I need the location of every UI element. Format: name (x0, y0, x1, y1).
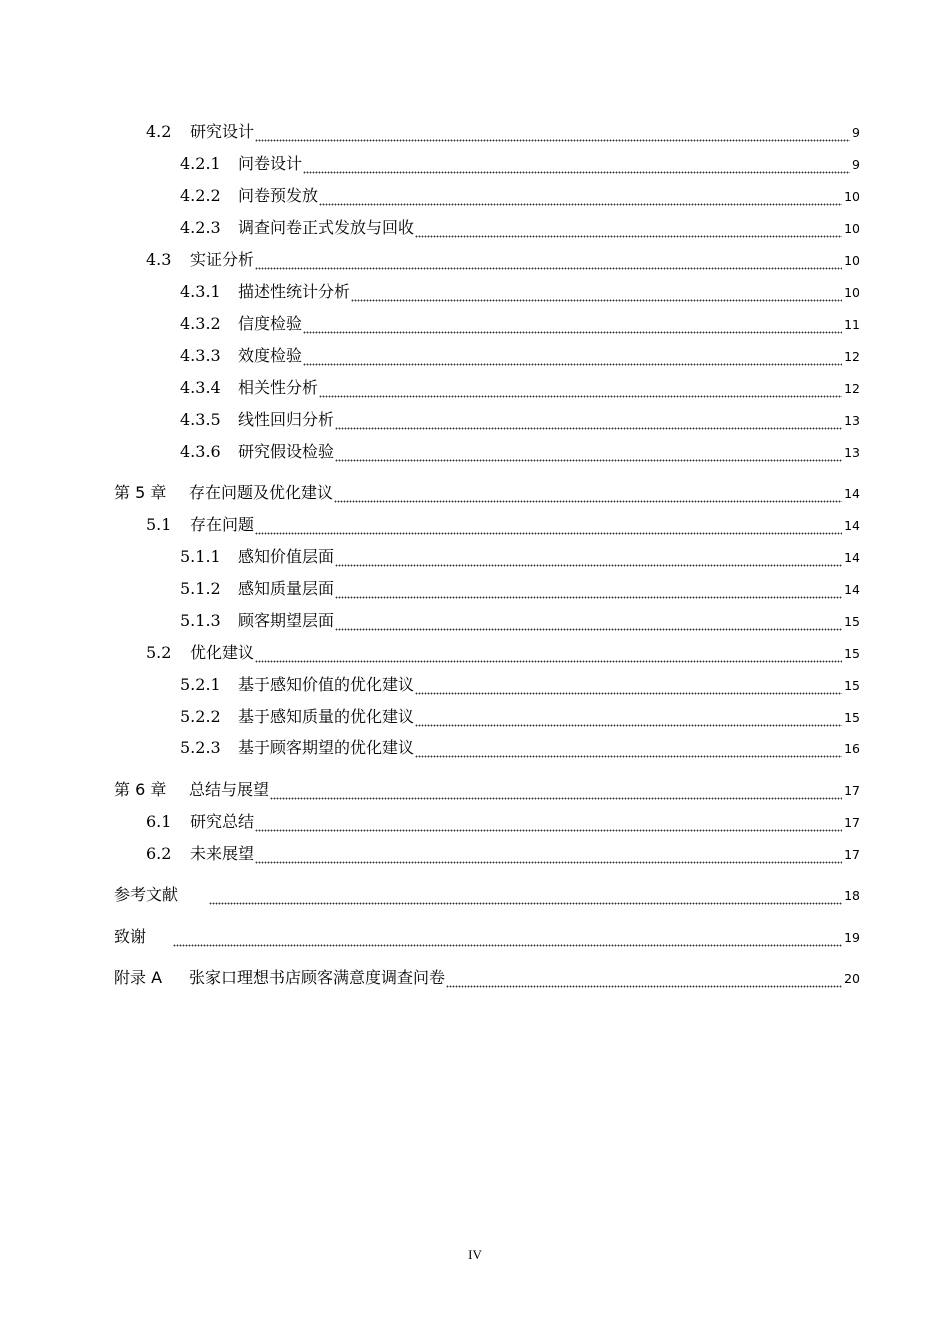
toc-dot-leader (415, 738, 842, 758)
toc-entry-title: 描述性统计分析 (238, 282, 351, 301)
toc-entry-4-3-2[interactable] (180, 310, 860, 334)
toc-entry-title: 存在问题及优化建议 (189, 483, 334, 502)
toc-entry-4-3-1[interactable] (180, 278, 860, 302)
toc-entry-title: 总结与展望 (189, 780, 270, 799)
toc-dot-leader (351, 282, 842, 302)
toc-entry-page: 14 (844, 582, 860, 597)
toc-entry-6-1[interactable] (146, 808, 860, 832)
toc-entry-number: 5.1 (146, 515, 172, 534)
toc-entry-title: 感知价值层面 (238, 547, 335, 566)
toc-entry-page: 12 (844, 349, 860, 364)
toc-entry-title: 问卷设计 (238, 154, 303, 173)
toc-entry-4-3[interactable] (146, 246, 860, 270)
toc-entry-number: 4.2.3 (180, 218, 221, 237)
toc-dot-leader (209, 885, 842, 905)
toc-entry-page: 15 (844, 646, 860, 661)
toc-entry-title: 效度检验 (238, 346, 303, 365)
toc-entry-6-2[interactable] (146, 840, 860, 864)
toc-dot-leader (303, 154, 850, 174)
toc-entry-4-2-1[interactable] (180, 150, 860, 174)
toc-entry-page: 17 (844, 783, 860, 798)
toc-entry-title: 研究总结 (190, 812, 255, 831)
toc-dot-leader (319, 186, 842, 206)
toc-entry-page: 9 (852, 157, 860, 172)
toc-entry-acknowledgements[interactable] (114, 923, 860, 947)
page-number: IV (468, 1247, 482, 1262)
toc-entry-number: 4.3.1 (180, 282, 221, 301)
toc-entry-page: 14 (844, 518, 860, 533)
toc-dot-leader (255, 515, 842, 535)
toc-entry-page: 14 (844, 486, 860, 501)
toc-entry-chapter-5[interactable] (114, 479, 860, 503)
toc-entry-references[interactable] (114, 881, 860, 905)
toc-entry-title: 相关性分析 (238, 378, 319, 397)
toc-entry-5-1-3[interactable] (180, 607, 860, 631)
toc-entry-title: 调查问卷正式发放与回收 (238, 218, 415, 237)
toc-dot-leader (335, 579, 842, 599)
toc-entry-4-2[interactable] (146, 118, 860, 142)
toc-entry-page: 12 (844, 381, 860, 396)
toc-dot-leader (255, 122, 850, 142)
toc-entry-number: 5.1.1 (180, 547, 221, 566)
toc-entry-title: 基于顾客期望的优化建议 (238, 738, 415, 757)
toc-dot-leader (334, 483, 842, 503)
toc-entry-title: 线性回归分析 (238, 410, 335, 429)
toc-entry-number: 4.3.3 (180, 346, 221, 365)
toc-entry-title: 基于感知价值的优化建议 (238, 675, 415, 694)
toc-entry-title: 研究设计 (190, 122, 255, 141)
toc-entry-title: 问卷预发放 (238, 186, 319, 205)
toc-entry-5-1-2[interactable] (180, 575, 860, 599)
toc-entry-number: 4.3.6 (180, 442, 221, 461)
toc-entry-page: 11 (844, 317, 860, 332)
toc-entry-page: 10 (844, 189, 860, 204)
toc-entry-4-3-3[interactable] (180, 342, 860, 366)
toc-dot-leader (270, 780, 842, 800)
toc-entry-page: 15 (844, 710, 860, 725)
toc-entry-5-2[interactable] (146, 639, 860, 663)
toc-entry-5-2-3[interactable] (180, 734, 860, 758)
toc-entry-page: 18 (844, 888, 860, 903)
toc-entry-number: 5.2.1 (180, 675, 221, 694)
toc-entry-appendix-a[interactable] (114, 964, 860, 988)
toc-dot-leader (335, 410, 842, 430)
toc-entry-title: 研究假设检验 (238, 442, 335, 461)
toc-entry-number: 4.2.2 (180, 186, 221, 205)
toc-entry-4-3-4[interactable] (180, 374, 860, 398)
toc-dot-leader (255, 844, 842, 864)
toc-entry-page: 16 (844, 741, 860, 756)
toc-entry-page: 9 (852, 125, 860, 140)
toc-entry-5-2-1[interactable] (180, 671, 860, 695)
toc-entry-page: 17 (844, 847, 860, 862)
toc-dot-leader (335, 442, 842, 462)
toc-entry-4-3-5[interactable] (180, 406, 860, 430)
toc-entry-title: 优化建议 (190, 643, 255, 662)
toc-entry-number: 6.2 (146, 844, 172, 863)
toc-entry-number: 4.3 (146, 250, 172, 269)
toc-entry-number: 6.1 (146, 812, 172, 831)
toc-entry-5-1-1[interactable] (180, 543, 860, 567)
toc-dot-leader (255, 643, 842, 663)
toc-entry-number: 4.3.4 (180, 378, 221, 397)
toc-entry-title: 基于感知质量的优化建议 (238, 707, 415, 726)
toc-dot-leader (303, 346, 842, 366)
toc-entry-title: 未来展望 (190, 844, 255, 863)
toc-entry-page: 17 (844, 815, 860, 830)
toc-dot-leader (415, 675, 842, 695)
toc-entry-title: 张家口理想书店顾客满意度调查问卷 (189, 968, 446, 987)
toc-dot-leader (173, 927, 842, 947)
toc-entry-number: 4.2 (146, 122, 172, 141)
toc-entry-page: 13 (844, 445, 860, 460)
toc-entry-number: 参考文献 (114, 885, 179, 904)
toc-entry-title: 顾客期望层面 (238, 611, 335, 630)
toc-dot-leader (255, 250, 842, 270)
toc-entry-page: 13 (844, 413, 860, 428)
toc-entry-page: 15 (844, 678, 860, 693)
toc-entry-number: 5.2 (146, 643, 172, 662)
toc-entry-number: 5.2.2 (180, 707, 221, 726)
toc-entry-number: 4.2.1 (180, 154, 221, 173)
toc-entry-chapter-6[interactable] (114, 776, 860, 800)
toc-dot-leader (335, 547, 842, 567)
toc-entry-4-3-6[interactable] (180, 438, 860, 462)
toc-entry-number: 4.3.5 (180, 410, 221, 429)
toc-entry-number: 5.2.3 (180, 738, 221, 757)
toc-entry-page: 20 (844, 971, 860, 986)
toc-entry-title: 感知质量层面 (238, 579, 335, 598)
toc-entry-number: 附录 A (114, 968, 163, 987)
toc-entry-title: 实证分析 (190, 250, 255, 269)
toc-dot-leader (303, 314, 842, 334)
toc-entry-number: 5.1.2 (180, 579, 221, 598)
toc-dot-leader (415, 707, 842, 727)
toc-dot-leader (319, 378, 842, 398)
toc-entry-page: 10 (844, 253, 860, 268)
toc-entry-number: 第 5 章 (114, 483, 167, 502)
toc-entry-number: 4.3.2 (180, 314, 221, 333)
toc-entry-4-2-2[interactable] (180, 182, 860, 206)
toc-entry-page: 15 (844, 614, 860, 629)
toc-entry-page: 10 (844, 221, 860, 236)
toc-dot-leader (415, 218, 842, 238)
toc-entry-title: 信度检验 (238, 314, 303, 333)
toc-entry-number: 第 6 章 (114, 780, 167, 799)
toc-entry-title: 存在问题 (190, 515, 255, 534)
toc-dot-leader (335, 611, 842, 631)
toc-entry-page: 10 (844, 285, 860, 300)
toc-entry-4-2-3[interactable] (180, 214, 860, 238)
toc-entry-5-2-2[interactable] (180, 703, 860, 727)
toc-entry-page: 19 (844, 930, 860, 945)
toc-dot-leader (255, 812, 842, 832)
toc-entry-page: 14 (844, 550, 860, 565)
toc-dot-leader (446, 968, 842, 988)
toc-entry-number: 5.1.3 (180, 611, 221, 630)
toc-entry-5-1[interactable] (146, 511, 860, 535)
toc-entry-number: 致谢 (114, 927, 147, 946)
